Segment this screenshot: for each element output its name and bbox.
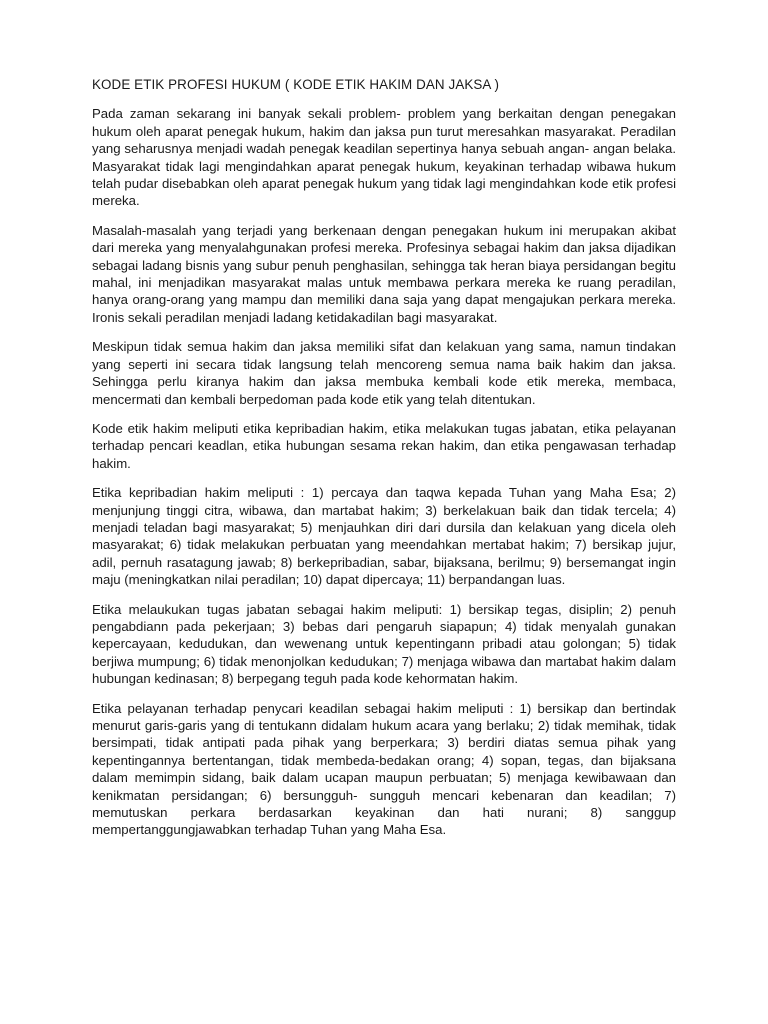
paragraph-duty-ethics: Etika melaukukan tugas jabatan sebagai hakim meliputi: 1) bersikap tegas, disiplin; 2) penuh pengabdiann pada pekerjaan; 3) bebas dari pengaruh siapapun; 4) tidak menyalah gunakan kepercayaan, kedudukan, dan wewenang untuk kepentingann pribadi atau golongan; 5) tidak berjiwa mumpung; 6) tidak menonjolkan kedudukan; 7) menjaga wibawa dan martabat hakim dalam hubungan kedinasan; 8) berpegang teguh pada kode kehormatan hakim. [92,601,676,687]
document-page [92,76,676,851]
paragraph-reflection: Meskipun tidak semua hakim dan jaksa memiliki sifat dan kelakuan yang sama, namun tindakan yang seperti ini secara tidak langsung telah mencoreng semua nama baik hakim dan jaksa. Sehingga perlu kiranya hakim dan jaksa membuka kembali kode etik mereka, membaca, mencermati dan kembali berpedoman pada kode etik yang telah ditentukan. [92,339,676,407]
paragraph-code-overview: Kode etik hakim meliputi etika kepribadian hakim, etika melakukan tugas jabatan, etika pelayanan terhadap pencari keadlan, etika hubungan sesama rekan hakim, dan etika pengawasan terhadap hakim. [92,420,676,471]
document-title: KODE ETIK PROFESI HUKUM ( KODE ETIK HAKIM DAN JAKSA ) [92,77,500,92]
paragraph-personality-ethics: Etika kepribadian hakim meliputi : 1) percaya dan taqwa kepada Tuhan yang Maha Esa; 2) menjunjung tinggi citra, wibawa, dan martabat hakim; 3) berkelakuan baik dan tidak tercela; 4) menjadi teladan bagi masyarakat; 5) menjauhkan diri dari dursila dan kelakuan yang dicela oleh masyarakat; 6) tidak melakukan perbuatan yang meendahkan mertabat hakim; 7) bersikap jujur, adil, pernuh rasatagung jawab; 8) berkepribadian, sabar, bijaksana, berilmu; 9) bersemangat ingin maju (meningkatkan nilai peradilan; 10) dapat dipercaya; 11) berpandangan luas. [92,485,676,588]
paragraph-intro: Pada zaman sekarang ini banyak sekali problem- problem yang berkaitan dengan penegakan hukum oleh aparat penegak hukum, hakim dan jaksa pun turut meresahkan masyarakat. Peradilan yang seharusnya menjadi wadah penegak keadilan sepertinya hanya sebuah angan- angan belaka. Masyarakat tidak lagi mengindahkan aparat penegak hukum, keyakinan terhadap wibawa hukum telah pudar disebabkan oleh aparat penegak hukum yang tidak lagi mengindahkan kode etik profesi mereka. [92,106,676,209]
paragraph-service-ethics: Etika pelayanan terhadap penycari keadilan sebagai hakim meliputi : 1) bersikap dan bertindak menurut garis-garis yang di tentukann didalam hukum acara yang berlaku; 2) tidak memihak, tidak bersimpati, tidak antipati pada pihak yang berperkara; 3) berdiri diatas semua pihak yang kepentingannya bertentangan, tidak membeda-bedakan orang; 4) sopan, tegas, dan bijaksana dalam memimpin sidang, baik dalam ucapan maupun perbuatan; 5) menjaga kewibawaan dan kenikmatan persidangan; 6) bersungguh- sungguh mencari kebenaran dan keadilan; 7) memutuskan perkara berdasarkan keyakinan dan hati nurani; 8) sanggup mempertanggungjawabkan terhadap Tuhan yang Maha Esa. [92,700,676,838]
paragraph-problems: Masalah-masalah yang terjadi yang berkenaan dengan penegakan hukum ini merupakan akibat dari mereka yang menyalahgunakan profesi mereka. Profesinya sebagai hakim dan jaksa dijadikan sebagai ladang bisnis yang subur penuh penghasilan, sehingga tak heran biaya persidangan begitu mahal, ini menjadikan masyarakat malas untuk membawa perkara mereka ke ruang peradilan, hanya orang-orang yang mampu dan memiliki dana saja yang dapat mengajukan perkara mereka. Ironis sekali peradilan menjadi ladang ketidakadilan bagi masyarakat. [92,222,676,325]
